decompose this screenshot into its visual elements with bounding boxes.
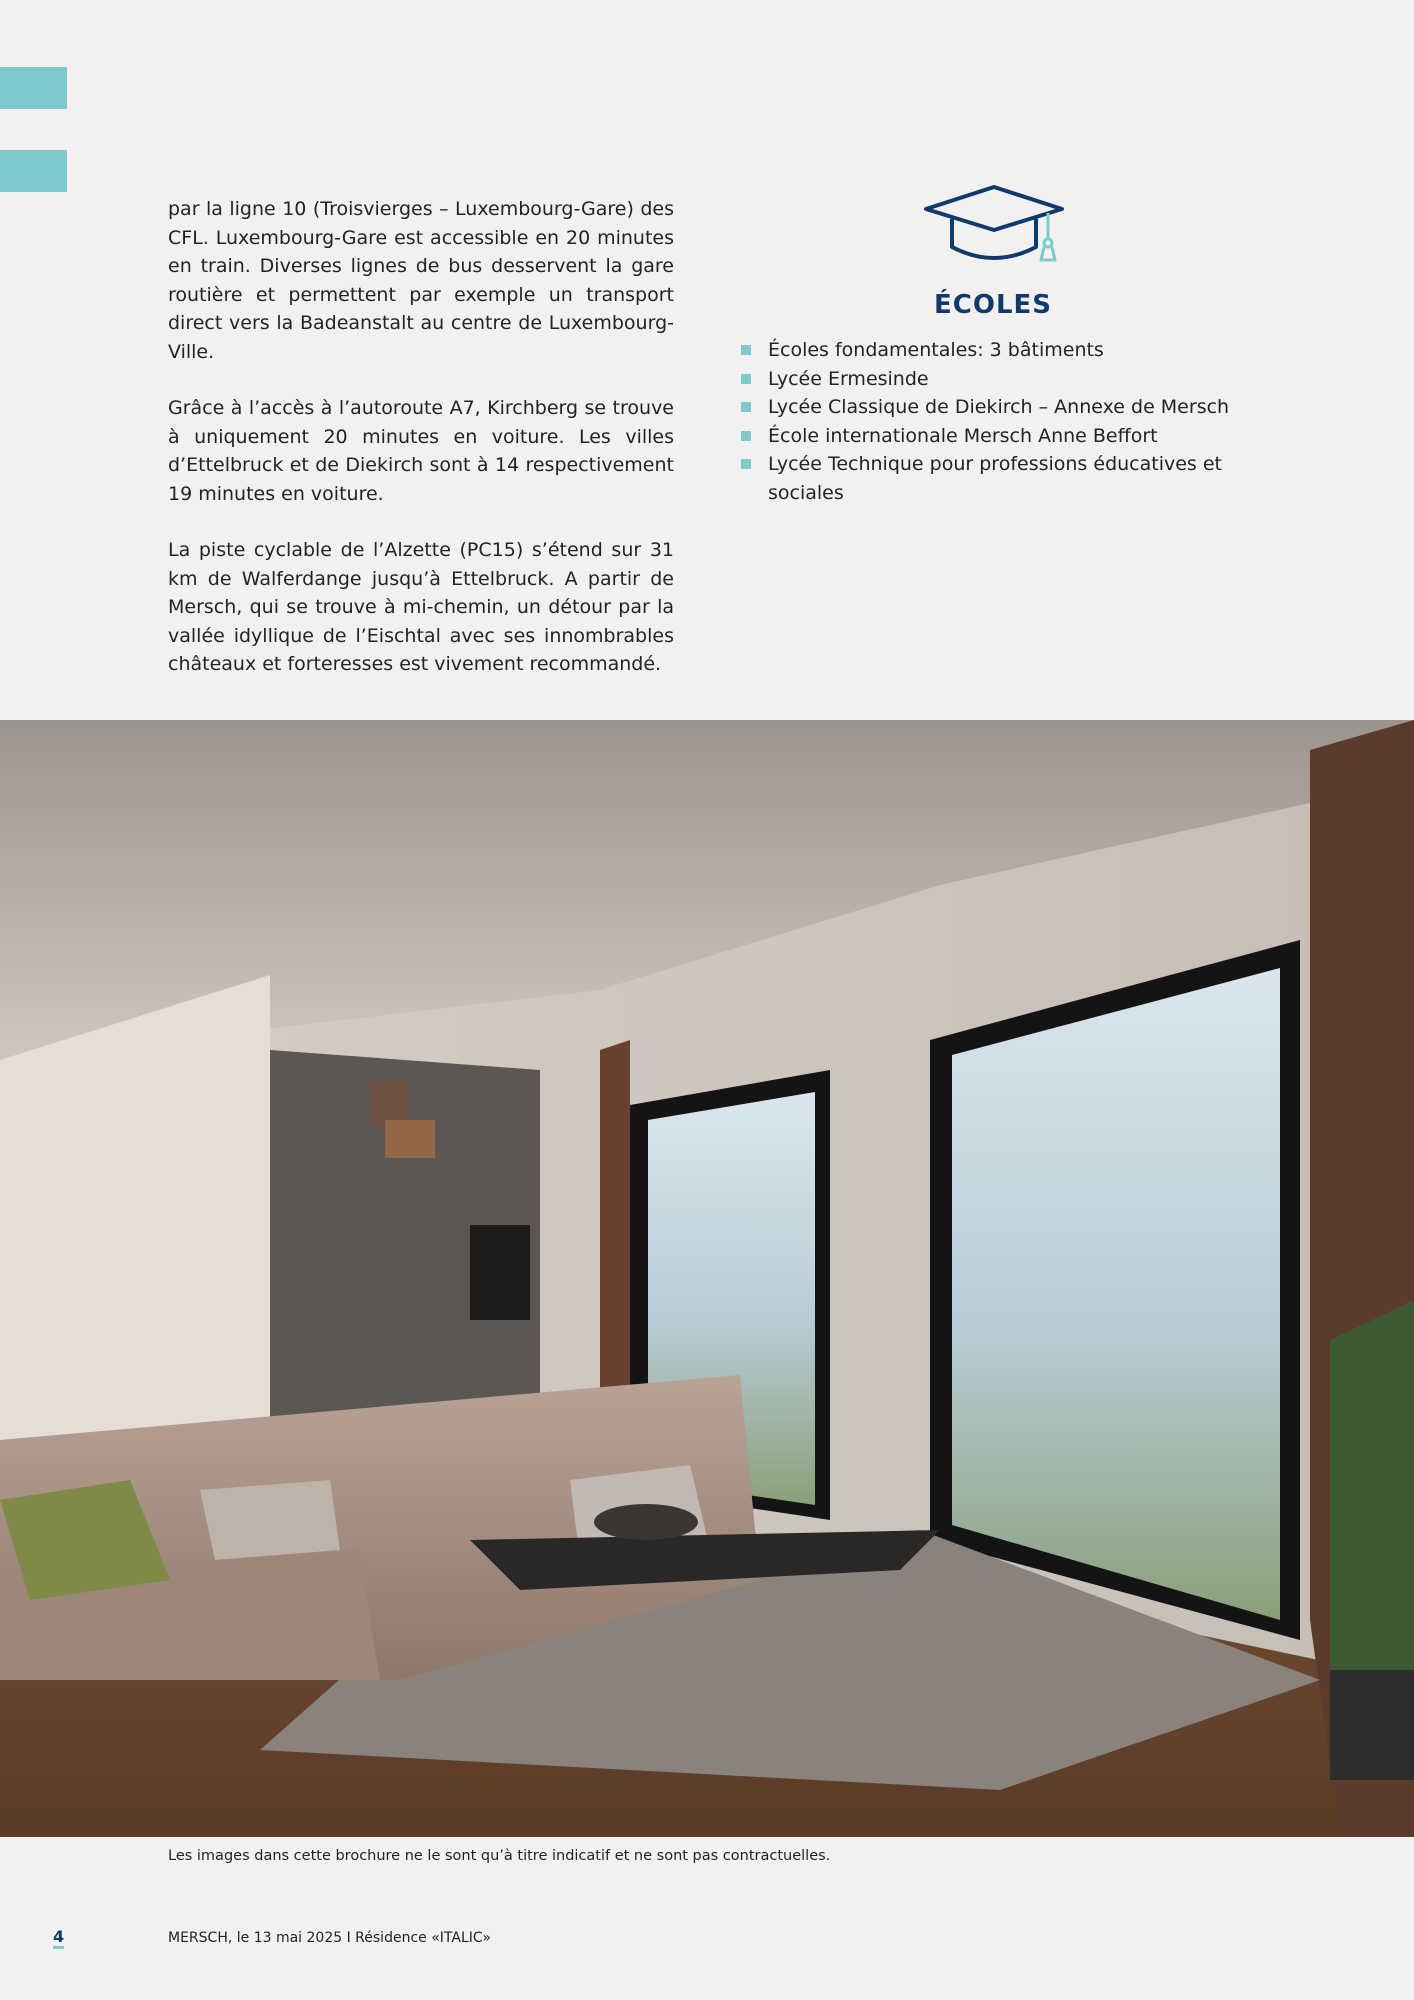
list-item-text: Lycée Classique de Diekirch – Annexe de Mersch bbox=[768, 396, 1230, 418]
schools-list bbox=[740, 336, 1260, 507]
list-item bbox=[740, 365, 1260, 394]
list-item-text: Lycée Technique pour professions éducatives et sociales bbox=[768, 453, 1222, 504]
living-room-render bbox=[0, 720, 1414, 1837]
intro-text-column bbox=[168, 195, 674, 707]
list-item-text: Lycée Ermesinde bbox=[768, 367, 929, 390]
square-bullet-icon bbox=[741, 345, 751, 355]
accent-tab bbox=[0, 150, 67, 192]
image-disclaimer: Les images dans cette brochure ne le sont qu’à titre indicatif et ne sont pas contractuelles. bbox=[168, 1848, 831, 1864]
paragraph: par la ligne 10 (Troisvierges – Luxembourg-Gare) des CFL. Luxembourg-Gare est accessible en 20 minutes en train. Diverses lignes de bus desservent la gare routière et permettent par exemple un transport direct vers la Badeanstalt au centre de Luxembourg-Ville. bbox=[168, 198, 674, 363]
paragraph: La piste cyclable de l’Alzette (PC15) s’étend sur 31 km de Walferdange jusqu’à Ettelbruck. A partir de Mersch, qui se trouve à mi-chemin, un détour par la vallée idyllique de l’Eischtal avec ses innombrables châteaux et forteresses est vivement recommandé. bbox=[168, 539, 674, 675]
list-item-text: École internationale Mersch Anne Beffort bbox=[768, 424, 1158, 447]
square-bullet-icon bbox=[741, 402, 751, 412]
square-bullet-icon bbox=[741, 431, 751, 441]
list-item bbox=[740, 336, 1260, 365]
list-item bbox=[740, 450, 1260, 507]
paragraph: Grâce à l’accès à l’autoroute A7, Kirchberg se trouve à uniquement 20 minutes en voiture. Les villes d’Ettelbruck et de Diekirch sont à 14 respectivement 19 minutes en voiture. bbox=[168, 397, 674, 505]
page-number: 4 bbox=[53, 1928, 64, 1949]
list-item bbox=[740, 393, 1260, 422]
square-bullet-icon bbox=[741, 459, 751, 469]
footer-text: MERSCH, le 13 mai 2025 I Résidence «ITALIC» bbox=[168, 1930, 491, 1946]
graduation-cap-icon bbox=[924, 183, 1064, 265]
list-item bbox=[740, 422, 1260, 451]
square-bullet-icon bbox=[741, 374, 751, 384]
accent-tab bbox=[0, 67, 67, 109]
schools-heading: ÉCOLES bbox=[934, 290, 1052, 320]
list-item-text: Écoles fondamentales: 3 bâtiments bbox=[768, 339, 1104, 361]
